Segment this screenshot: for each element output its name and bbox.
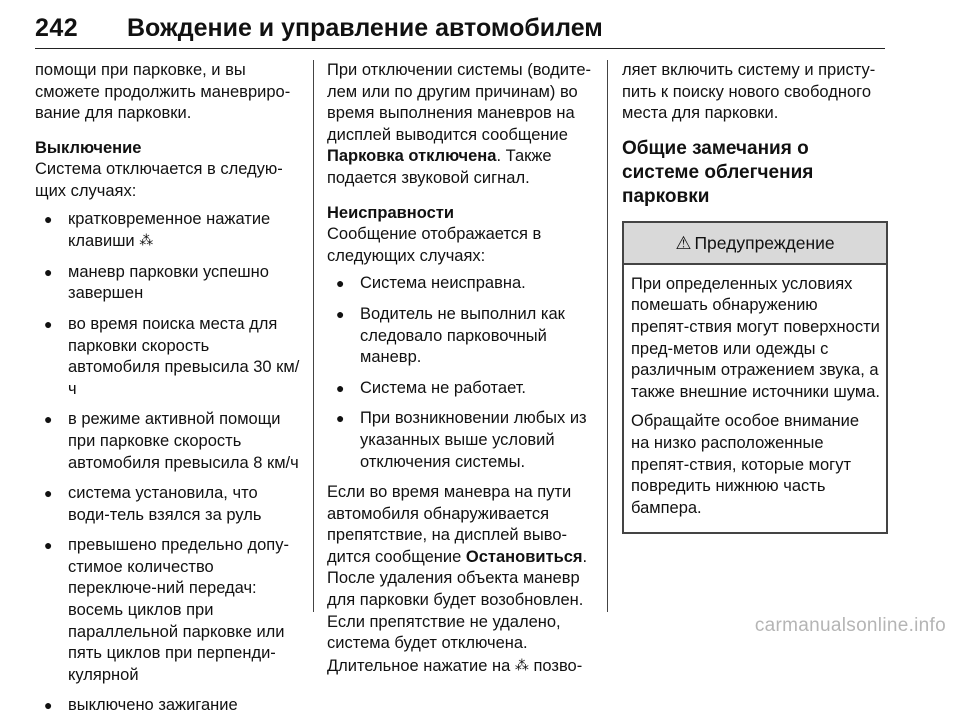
page-number: 242 bbox=[35, 14, 79, 42]
warning-triangle-icon: ⚠ bbox=[675, 232, 692, 253]
off-conditions-list bbox=[35, 209, 300, 717]
column-divider-2 bbox=[607, 60, 608, 612]
warning-paragraph-2: Обращайте особое внимание на низко расположенные препят-ствия, которые могут повредить нижнюю часть бампера. bbox=[631, 412, 860, 517]
col3-intro: ляет включить систему и присту-пить к поиску нового свободного места для парковки. bbox=[622, 61, 876, 123]
col2-para2: Если во время маневра на пути автомобиля обнаруживается препятствие, на дисплей выво-дится сообщение Остановиться. После удаления объекта маневр для парковки будет возобновлен. Если препятствие не удалено, система будет отключена. Длительное нажатие на ⁂ позво- bbox=[327, 483, 588, 675]
list-item: ● выключено зажигание bbox=[44, 696, 238, 715]
list-item: ● Система неисправна. bbox=[336, 274, 526, 293]
list-item: ● в режиме активной помощи при парковке скорость автомобиля превысила 8 км/ч bbox=[44, 410, 299, 472]
park-assist-button-icon: ⁂ bbox=[139, 232, 154, 249]
col1-intro: помощи при парковке, и вы сможете продолжить маневриро-вание для парковки. bbox=[35, 61, 291, 123]
park-assist-button-icon: ⁂ bbox=[514, 656, 529, 673]
warning-box bbox=[622, 221, 888, 535]
list-item: ● Система не работает. bbox=[336, 378, 527, 397]
list-item: ● При возникновении любых из указанных выше условий отключения системы. bbox=[336, 409, 587, 471]
page-header bbox=[35, 8, 885, 49]
message-stop: Остановиться bbox=[465, 547, 583, 566]
section-heading-off: Выключение bbox=[35, 138, 142, 157]
list-item: ● система установила, что води-тель взялся за руль bbox=[44, 484, 262, 524]
list-item: ● Водитель не выполнил как следовало парковочный маневр. bbox=[336, 304, 565, 367]
list-item: ● кратковременное нажатие клавиши ⁂ bbox=[44, 209, 271, 251]
watermark: carmanualsonline.info bbox=[754, 615, 946, 636]
col2-para1: При отключении системы (водите-лем или по другим причинам) во время выполнения маневров на дисплей выводится сообщение Парковка отключена. Также подается звуковой сигнал. bbox=[327, 61, 591, 187]
section-heading-faults: Неисправности bbox=[327, 203, 455, 222]
page-title: Вождение и управление автомобилем bbox=[127, 14, 603, 42]
list-item: ● во время поиска места для парковки скорость автомобиля превысила 30 км/ч bbox=[44, 314, 300, 398]
column-3 bbox=[622, 60, 887, 534]
warning-body bbox=[624, 265, 886, 533]
fault-conditions-list bbox=[327, 273, 592, 473]
list-item: ● превышено предельно допу-стимое количество переключе-ний передач: восемь циклов при параллельной парковке или пять циклов при перпенди-кулярной bbox=[44, 536, 289, 684]
col2-lead: Сообщение отображается в следующих случаях: bbox=[327, 225, 542, 265]
section-heading-general: Общие замечания о системе облегчения парковки bbox=[622, 137, 814, 207]
column-divider-1 bbox=[313, 60, 314, 612]
column-1 bbox=[35, 60, 300, 726]
message-parking-off: Парковка отключена bbox=[327, 147, 497, 166]
warning-paragraph-1: При определенных условиях помешать обнаружению препят-ствия могут поверхности пред-метов или одежды с различным отражением звука, а также внешние источники шума. bbox=[631, 274, 880, 401]
column-2 bbox=[327, 60, 592, 677]
warning-title: Предупреждение bbox=[694, 232, 835, 253]
list-item: ● маневр парковки успешно завершен bbox=[44, 262, 269, 303]
col1-lead: Система отключается в следую-щих случаях: bbox=[35, 160, 283, 200]
warning-header bbox=[624, 223, 886, 265]
